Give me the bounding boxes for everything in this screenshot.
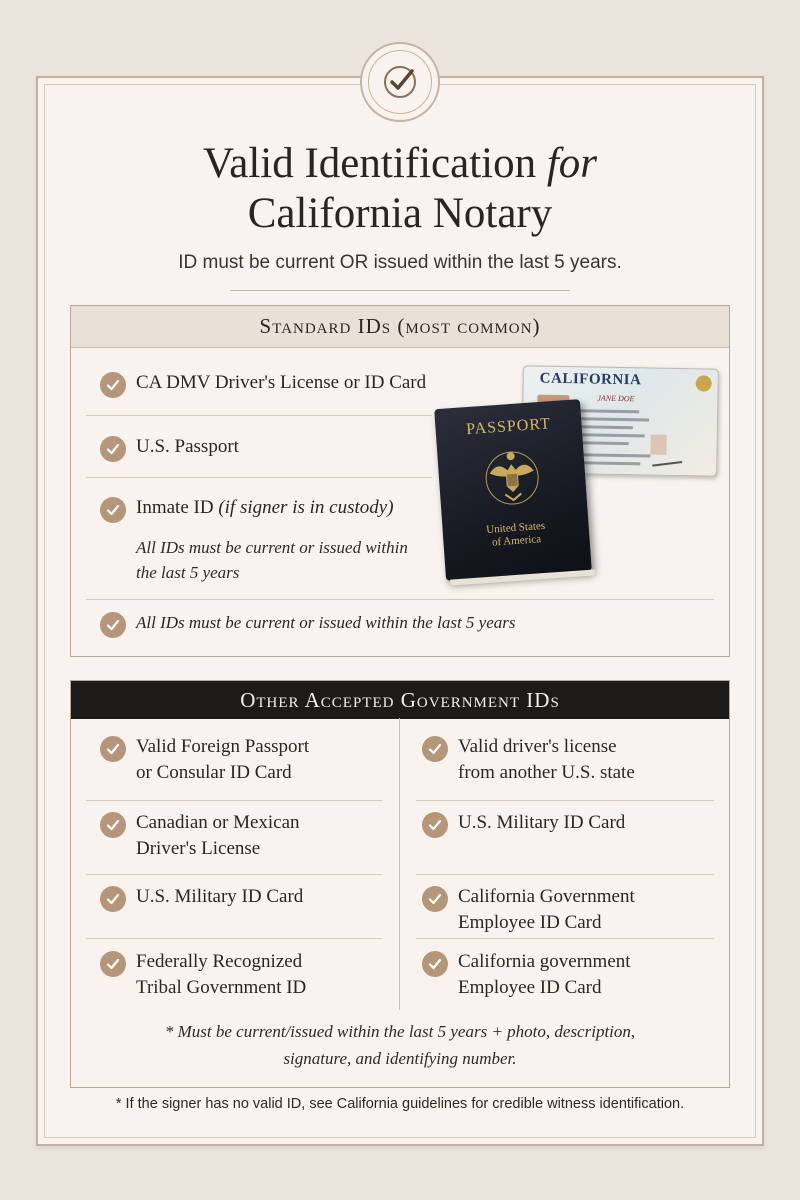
standard-note-line-1: All IDs must be current or issued within bbox=[136, 538, 408, 557]
standard-item-inmate bbox=[100, 495, 394, 523]
standard-item-last bbox=[100, 610, 516, 638]
standard-item-label: U.S. Passport bbox=[136, 436, 239, 457]
title-text: Valid Identification bbox=[202, 140, 547, 187]
check-icon bbox=[422, 812, 448, 838]
inmate-qualifier: (if signer is in custody) bbox=[218, 497, 394, 518]
standard-item-label: CA DMV Driver's License or ID Card bbox=[136, 372, 427, 393]
page-title-line-1 bbox=[0, 138, 800, 190]
check-icon bbox=[100, 497, 126, 523]
label-line: Employee ID Card bbox=[458, 977, 602, 998]
check-icon bbox=[422, 951, 448, 977]
passport-country-line-2: of America bbox=[491, 533, 542, 549]
license-name: JANE DOE bbox=[597, 393, 635, 404]
label-line: Employee ID Card bbox=[458, 912, 602, 933]
passport-title: PASSPORT bbox=[465, 415, 552, 439]
other-item-label bbox=[458, 884, 635, 936]
column-divider bbox=[399, 718, 400, 1010]
title-emphasis: for bbox=[546, 140, 598, 187]
title-rule bbox=[230, 290, 570, 291]
other-item-left-0 bbox=[100, 734, 309, 786]
divider bbox=[416, 874, 714, 875]
label-line: or Consular ID Card bbox=[136, 762, 292, 783]
subtitle: ID must be current OR issued within the last 5 years. bbox=[178, 252, 622, 273]
other-item-label bbox=[136, 734, 309, 786]
passport-country-line-1: United States bbox=[485, 519, 546, 536]
label-line: California Government bbox=[458, 886, 635, 907]
other-item-label: U.S. Military ID Card bbox=[458, 812, 626, 833]
check-icon bbox=[100, 812, 126, 838]
inmate-label: Inmate ID bbox=[136, 497, 219, 518]
divider bbox=[86, 874, 382, 875]
other-item-left-2 bbox=[100, 884, 303, 912]
check-icon bbox=[100, 951, 126, 977]
standard-note bbox=[136, 535, 408, 585]
footnote-line-2: signature, and identifying number. bbox=[283, 1049, 517, 1068]
passport-country bbox=[442, 517, 589, 553]
divider bbox=[86, 415, 432, 416]
other-item-label bbox=[136, 810, 300, 862]
other-item-right-1 bbox=[422, 810, 625, 838]
other-item-right-0 bbox=[422, 734, 635, 786]
check-icon bbox=[422, 886, 448, 912]
page-title-line-2: California Notary bbox=[247, 190, 553, 237]
license-signature bbox=[652, 461, 682, 467]
other-item-left-3 bbox=[100, 949, 306, 1001]
us-passport-image bbox=[434, 399, 592, 581]
license-text-line bbox=[579, 425, 633, 429]
check-icon bbox=[100, 436, 126, 462]
label-line: Federally Recognized bbox=[136, 951, 303, 972]
divider bbox=[416, 800, 714, 801]
check-icon bbox=[100, 372, 126, 398]
label-line: Valid Foreign Passport bbox=[136, 736, 310, 757]
standard-note-line-2: the last 5 years bbox=[136, 563, 240, 582]
label-line: California government bbox=[458, 951, 631, 972]
requirements-footnote bbox=[100, 1018, 700, 1072]
other-item-label bbox=[136, 949, 306, 1001]
label-line: Tribal Government ID bbox=[136, 977, 307, 998]
label-line: Driver's License bbox=[136, 838, 261, 859]
other-item-left-1 bbox=[100, 810, 300, 862]
other-item-label bbox=[458, 949, 631, 1001]
license-ghost-photo bbox=[650, 435, 666, 455]
license-text-line bbox=[579, 417, 649, 421]
standard-ids-heading: Standard IDs (most common) bbox=[71, 306, 729, 348]
other-ids-heading: Other Accepted Government IDs bbox=[71, 681, 729, 719]
other-item-right-3 bbox=[422, 949, 631, 1001]
license-text-line bbox=[578, 461, 640, 465]
divider bbox=[86, 599, 714, 600]
divider bbox=[416, 938, 714, 939]
divider bbox=[86, 938, 382, 939]
check-icon bbox=[422, 736, 448, 762]
label-line: Valid driver's license bbox=[458, 736, 617, 757]
license-text-line bbox=[579, 409, 639, 413]
label-line: Canadian or Mexican bbox=[136, 812, 300, 833]
other-item-label: U.S. Military ID Card bbox=[136, 886, 304, 907]
license-text-line bbox=[578, 453, 650, 457]
footnote-line-1: * Must be current/issued within the last 5 years + photo, description, bbox=[164, 1022, 636, 1041]
standard-item-dmv bbox=[100, 370, 426, 398]
divider bbox=[86, 800, 382, 801]
standard-item-label bbox=[136, 495, 394, 521]
check-icon bbox=[100, 612, 126, 638]
checkmark-seal bbox=[360, 42, 440, 122]
star-icon bbox=[696, 375, 712, 391]
other-item-right-2 bbox=[422, 884, 635, 936]
seal-inner-ring bbox=[368, 50, 432, 114]
eagle-emblem-icon bbox=[480, 444, 544, 510]
check-icon bbox=[100, 736, 126, 762]
standard-item-label: All IDs must be current or issued within the last 5 years bbox=[136, 613, 516, 632]
credible-witness-note: * If the signer has no valid ID, see California guidelines for credible witness identification. bbox=[115, 1096, 685, 1112]
divider bbox=[86, 477, 432, 478]
standard-ids-box bbox=[70, 305, 730, 657]
label-line: from another U.S. state bbox=[458, 762, 635, 783]
check-icon bbox=[100, 886, 126, 912]
other-item-label bbox=[458, 734, 635, 786]
license-state: CALIFORNIA bbox=[539, 370, 642, 389]
check-icon bbox=[381, 63, 419, 101]
standard-item-passport bbox=[100, 434, 239, 462]
license-text-line bbox=[579, 433, 645, 437]
license-text-line bbox=[579, 441, 629, 445]
